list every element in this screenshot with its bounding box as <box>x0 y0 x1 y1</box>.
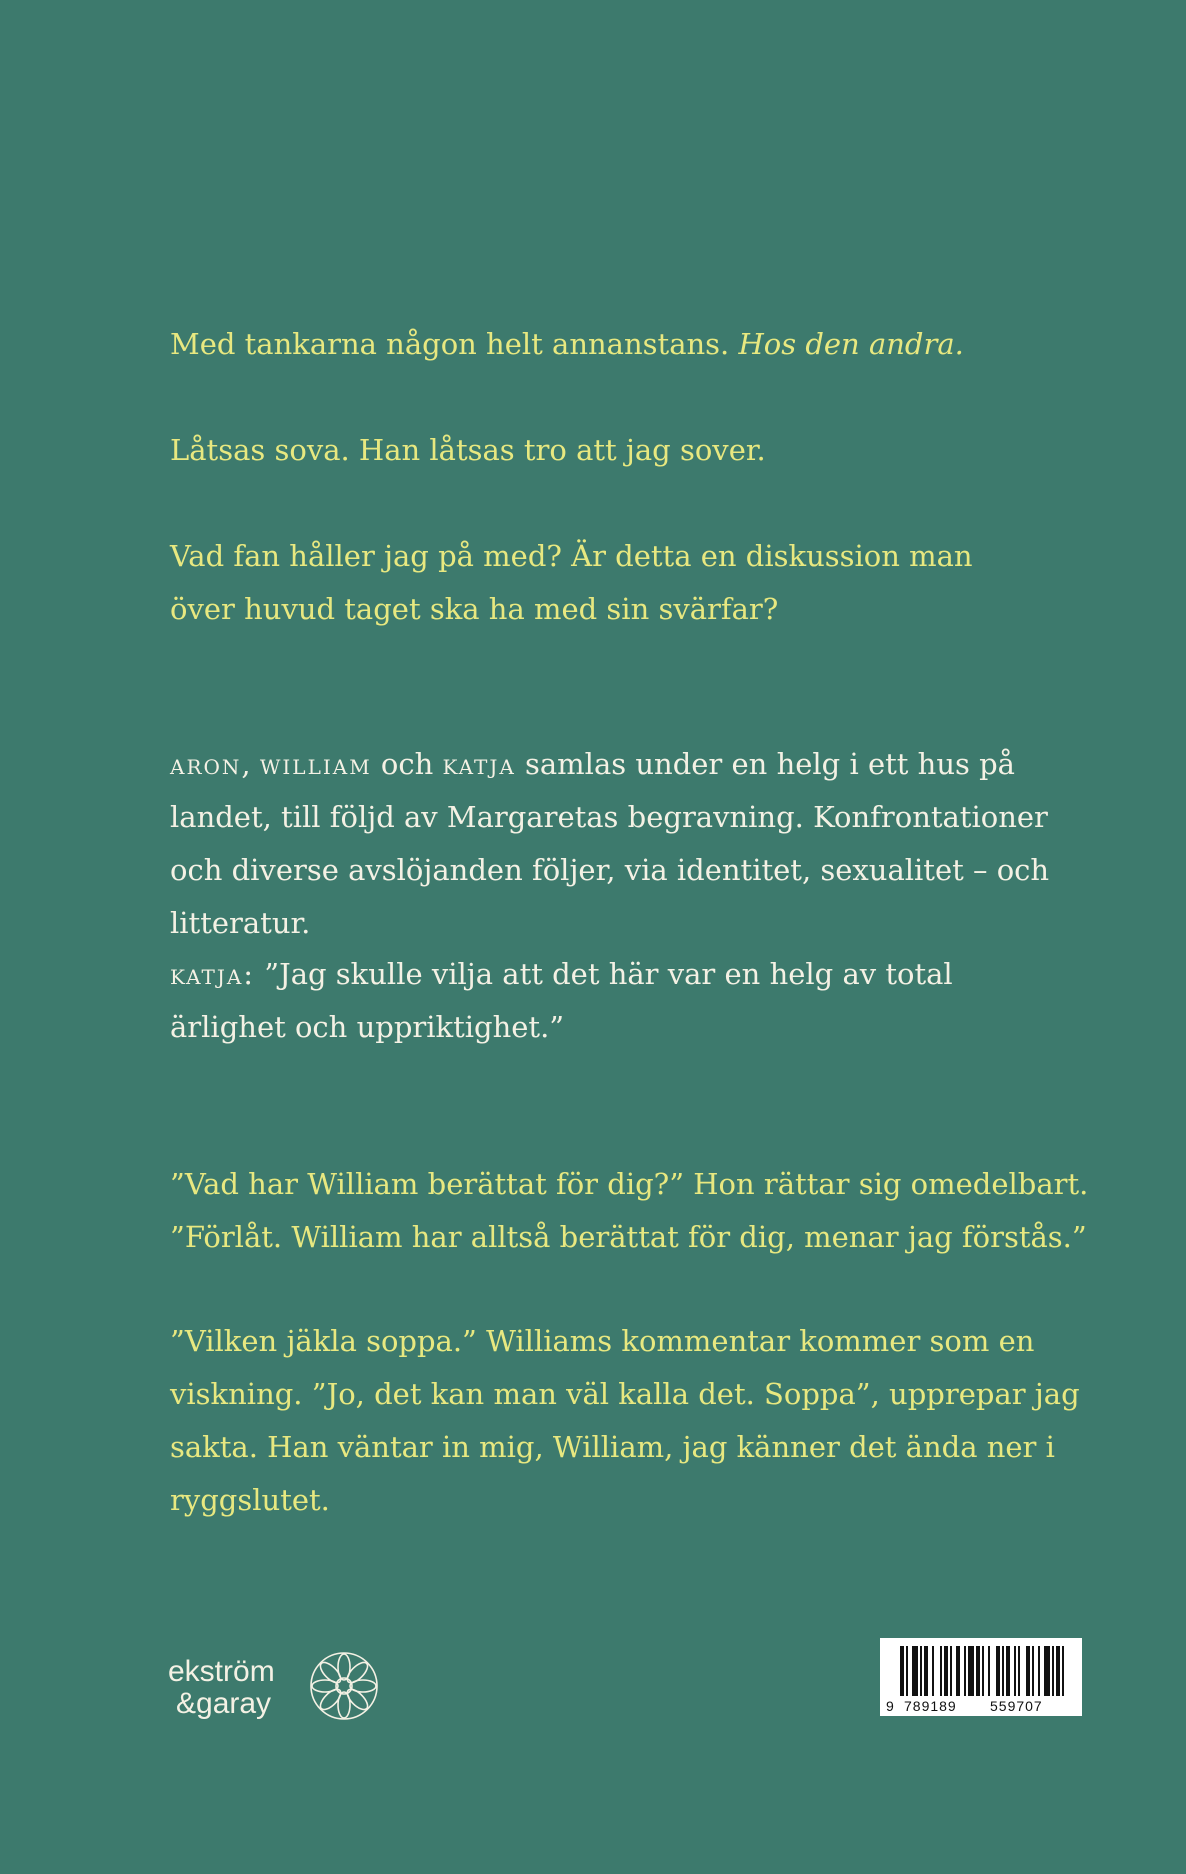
barcode-bar <box>1006 1646 1010 1696</box>
barcode-bar <box>932 1646 934 1696</box>
barcode-bar <box>1062 1646 1064 1696</box>
barcode-bar <box>1052 1646 1054 1696</box>
barcode-digits-group-2: 559707 <box>990 1698 1043 1714</box>
barcode-bar <box>982 1646 984 1696</box>
barcode-bar <box>912 1646 918 1696</box>
quote-2 <box>170 424 1090 477</box>
publisher-name-line-1: ekström <box>168 1655 275 1688</box>
barcode-bar <box>976 1646 980 1696</box>
isbn-barcode <box>880 1638 1082 1716</box>
barcode-graphic <box>880 1638 1082 1716</box>
barcode-bar <box>900 1646 904 1696</box>
publisher-logo <box>168 1645 388 1725</box>
separator-comma: , <box>241 747 260 781</box>
quote-4-line-1: ”Vad har William berättat för dig?” Hon rättar sig omedelbart. <box>170 1167 1089 1201</box>
quote-1-text: Med tankarna någon helt annanstans. <box>170 327 739 361</box>
barcode-bar <box>1018 1646 1020 1696</box>
barcode-digits-group-1: 789189 <box>904 1698 957 1714</box>
barcode-bar <box>906 1646 908 1696</box>
publisher-name-line-2: &garay <box>176 1687 272 1720</box>
blurb-text: samlas under en helg i ett hus på landet, till följd av Margaretas begravning. Konfrontationer och diverse avslöjanden följer, via identitet, sexualitet – och litteratur. <box>170 747 1050 940</box>
name-aron: aron <box>170 747 242 781</box>
barcode-bar <box>924 1646 928 1696</box>
barcode-bar <box>956 1646 960 1696</box>
barcode-bar <box>1014 1646 1016 1696</box>
quote-3-text: Vad fan håller jag på med? Är detta en diskussion man över huvud taget ska ha med sin svärfar? <box>170 539 973 626</box>
quote-5 <box>170 1315 1090 1527</box>
separator-och: och <box>371 747 443 781</box>
barcode-digit-first: 9 <box>886 1698 894 1714</box>
name-william: william <box>259 747 372 781</box>
barcode-bar <box>1038 1646 1040 1696</box>
quote-2-text: Låtsas sova. Han låtsas tro att jag sover. <box>170 433 766 467</box>
quote-4 <box>170 1158 1090 1264</box>
quote-3 <box>170 530 1030 636</box>
barcode-bar <box>968 1646 974 1696</box>
barcode-bar <box>1044 1646 1050 1696</box>
katja-label: katja: <box>170 957 256 991</box>
barcode-bar <box>1002 1646 1004 1696</box>
quote-1-italic: Hos den andra. <box>738 327 964 361</box>
barcode-bar <box>1032 1646 1034 1696</box>
barcode-bar <box>988 1646 990 1696</box>
barcode-bar <box>940 1646 942 1696</box>
barcode-bar <box>996 1646 1000 1696</box>
katja-quote <box>170 948 1070 1054</box>
name-katja: katja <box>442 747 516 781</box>
barcode-bar <box>1056 1646 1060 1696</box>
quote-5-text: ”Vilken jäkla soppa.” Williams kommentar kommer som en viskning. ”Jo, det kan man väl kalla det. Soppa”, upprepar jag sakta. Han väntar in mig, William, jag känner det ända ner i ryggslutet. <box>170 1324 1080 1517</box>
quote-4-line-2: ”Förlåt. William har alltså berättat för dig, menar jag förstås.” <box>170 1220 1087 1254</box>
barcode-bar <box>1026 1646 1030 1696</box>
quote-1 <box>170 318 1090 371</box>
barcode-bar <box>950 1646 952 1696</box>
katja-quote-text: ”Jag skulle vilja att det här var en helg av total ärlighet och uppriktighet.” <box>170 957 953 1044</box>
barcode-bar <box>944 1646 948 1696</box>
blurb-paragraph <box>170 738 1090 950</box>
flower-emblem-icon <box>311 1653 377 1719</box>
barcode-bar <box>964 1646 966 1696</box>
barcode-bar <box>920 1646 922 1696</box>
